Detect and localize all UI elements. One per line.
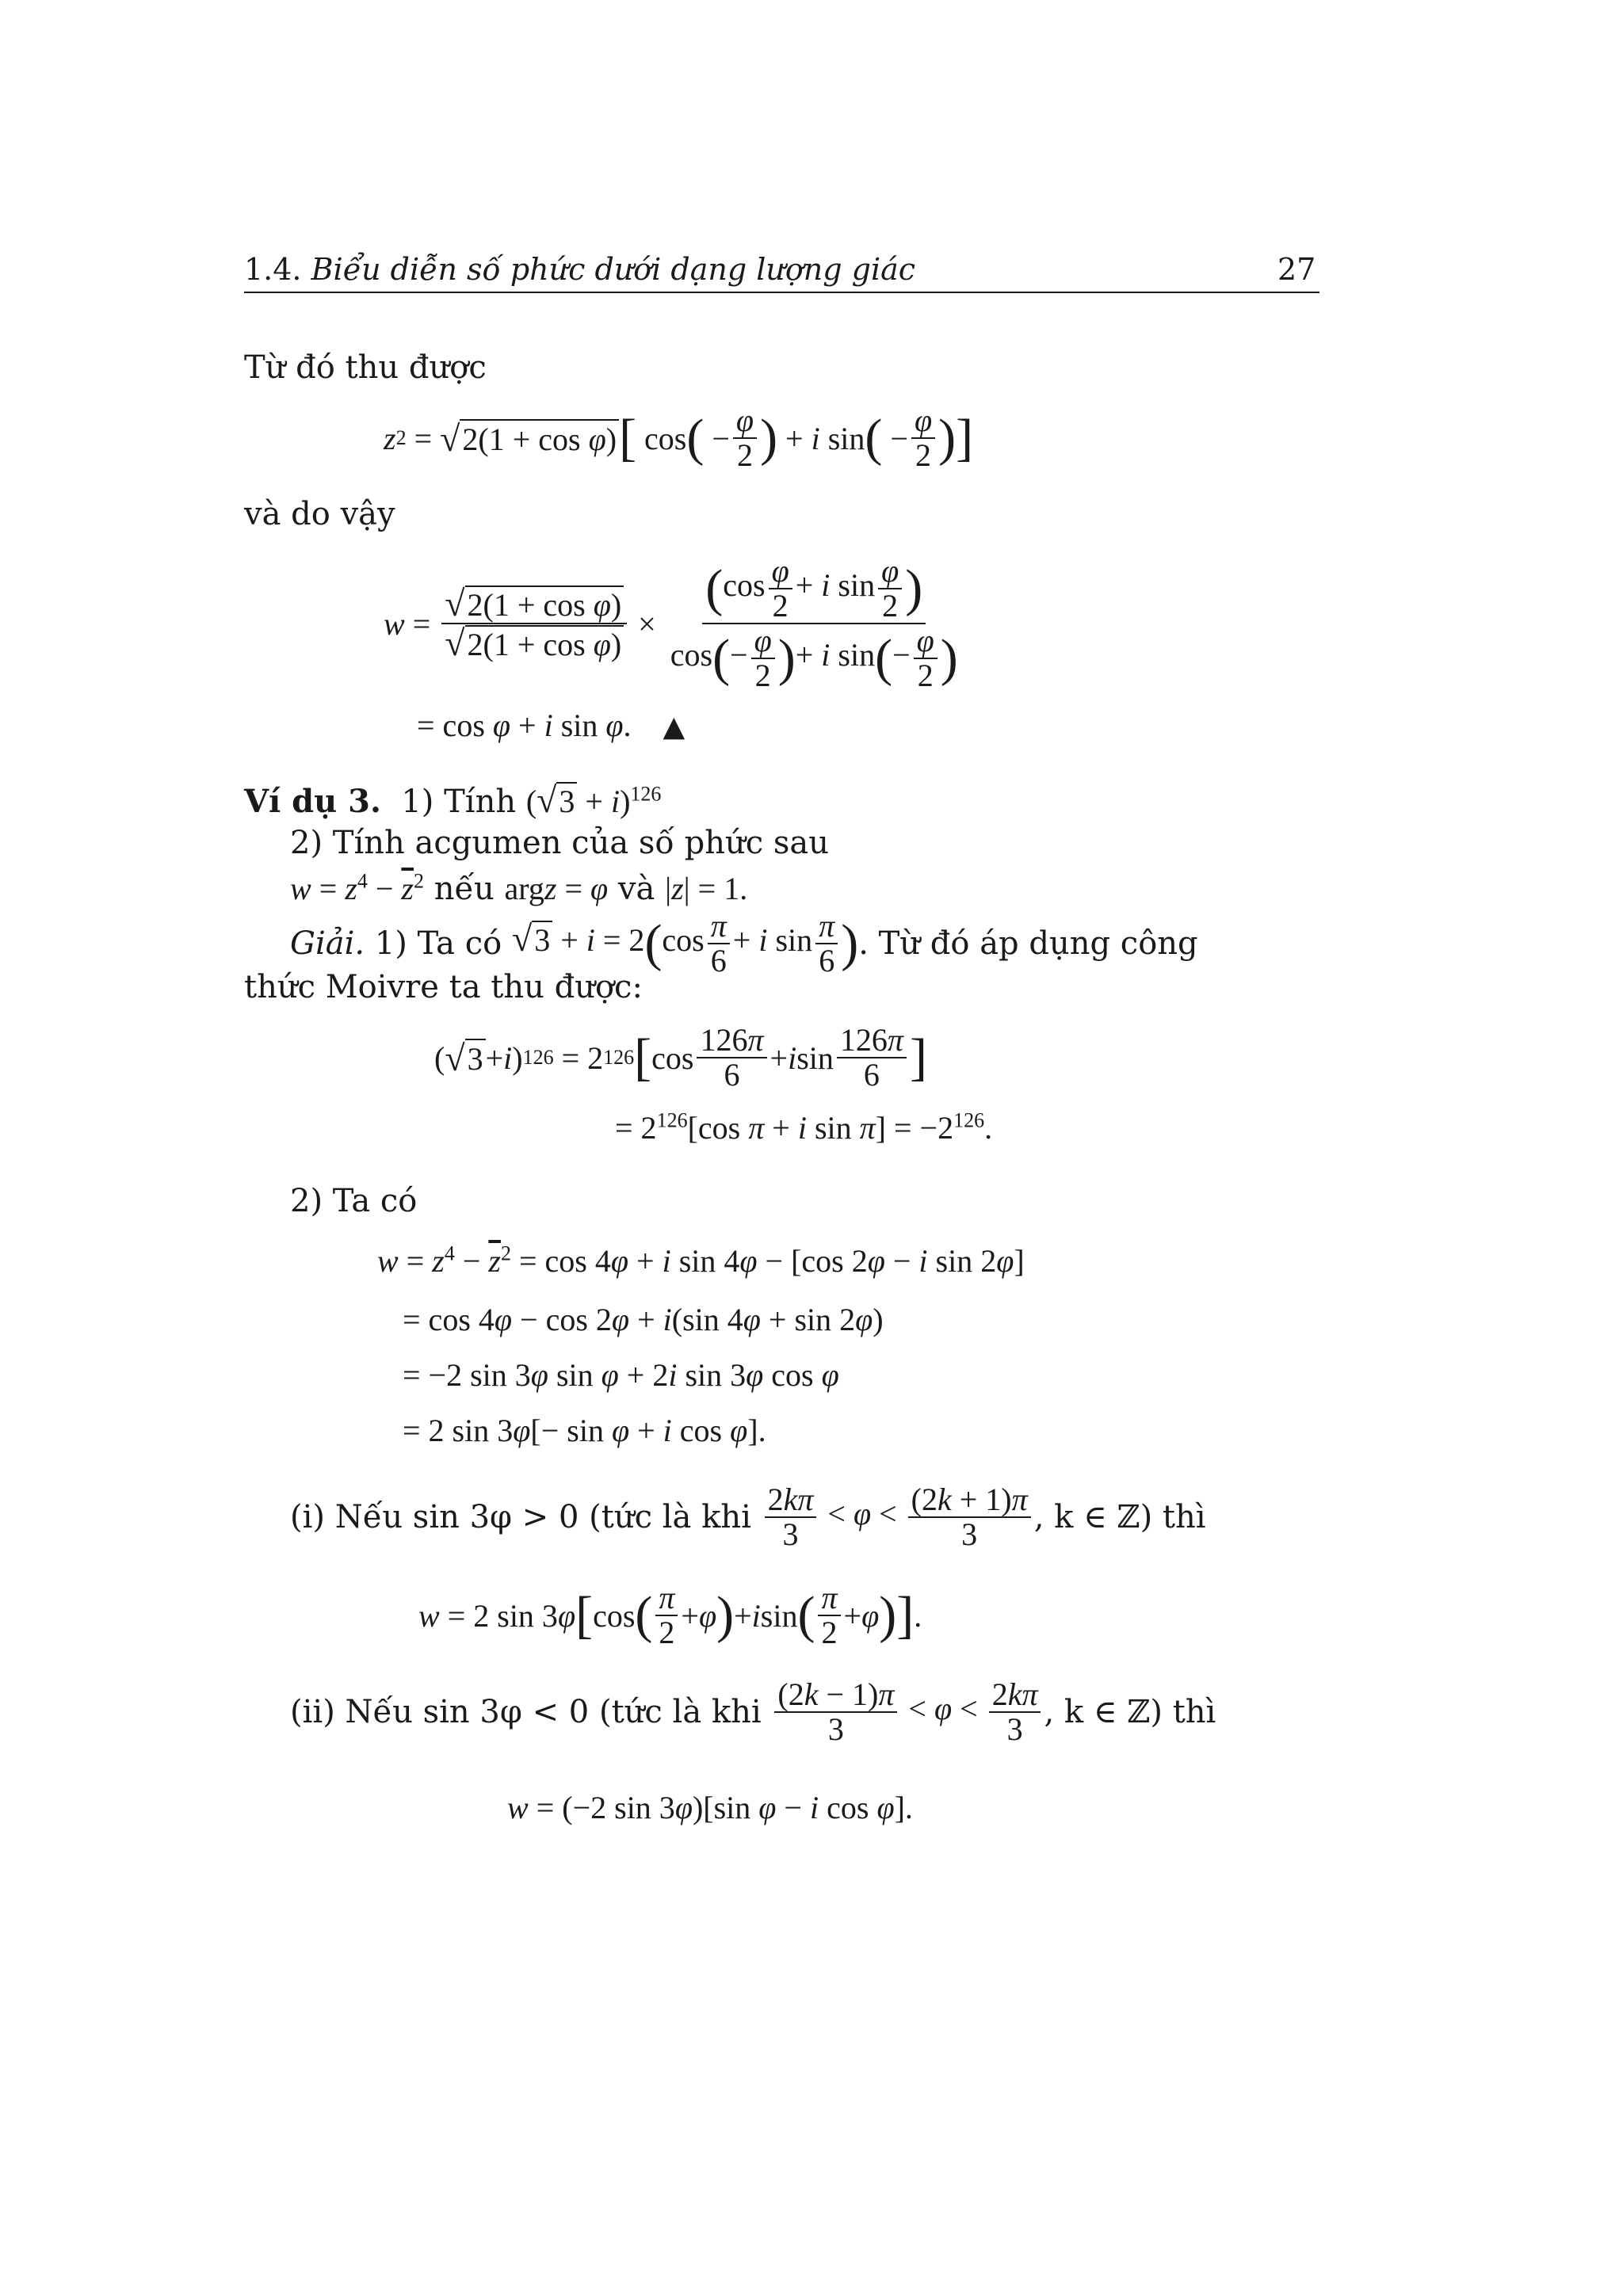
moivre-line: thức Moivre ta thu được: (244, 969, 643, 1005)
formula-w-line-3: = −2 sin 3φ sin φ + 2i sin 3φ cos φ (403, 1357, 839, 1393)
paragraph-va-do-vay: và do vậy (244, 496, 395, 532)
page-number: 27 (1277, 252, 1316, 287)
running-header (244, 252, 915, 287)
formula-case-ii: w = (−2 sin 3φ)[sin φ − i cos φ]. (507, 1790, 913, 1825)
case-i-tail: , k ∈ ℤ) thì (1033, 1499, 1206, 1535)
case-i-lead: (i) Nếu sin 3φ > 0 (tức là khi (290, 1499, 751, 1535)
case-i-line: (i) Nếu sin 3φ > 0 (tức là khi $\frac{2k\pi}{3}$ < φ < $\frac{(2k + 1)\pi}{3}$ , k ∈ ℤ) thì (290, 1482, 1206, 1552)
header-rule (244, 292, 1319, 293)
end-proof-icon: ▲ (663, 711, 685, 743)
formula-w-result: = cos φ + i sin φ. ▲ (417, 707, 685, 743)
condition-neu: nếu (433, 871, 495, 907)
example-3-heading: Ví dụ 3. 1) Tính $(√3 + i)^{126}$ (244, 780, 662, 820)
formula-z2: z 2 = √ 2(1 + cos φ) [ cos ( − $\frac{\varphi}{2}$ ) + i sin ( − $\frac{\varphi}{2}$ ) ] (384, 402, 974, 473)
condition-va: và (617, 871, 655, 907)
case-ii-line: (ii) Nếu sin 3φ < 0 (tức là khi $\frac{(2k - 1)\pi}{3}$ < φ < $\frac{2k\pi}{3}$ , k ∈ ℤ) thì (290, 1676, 1216, 1747)
formula-w-line-2: = cos 4φ − cos 2φ + i(sin 4φ + sin 2φ) (403, 1302, 884, 1337)
example-condition: $w = z^4 - \overline{z}^2$ nếu argz = φ và |z| = 1. (290, 869, 748, 907)
solution-label: Giải. (290, 925, 365, 962)
example-part1: 1) Tính (401, 784, 517, 820)
example-part2: 2) Tính acgumen của số phức sau (290, 825, 829, 861)
section-title: Biểu diễn số phức dưới dạng lượng giác (311, 252, 916, 287)
formula-w-line-4: = 2 sin 3φ[− sin φ + i cos φ]. (403, 1413, 766, 1448)
section-number: 1.4. (244, 252, 302, 287)
case-ii-lead: (ii) Nếu sin 3φ < 0 (tức là khi (290, 1694, 762, 1730)
solution-line-1: Giải. 1) Ta có √3 + i = 2(cos $\frac{\pi}{6}$ + i sin $\frac{\pi}{6}$ ) . Từ đó áp dụng công (290, 908, 1198, 978)
solution-tail: . Từ đó áp dụng công (858, 925, 1198, 962)
example-label: Ví dụ 3. (244, 783, 381, 820)
solution-part1: 1) Ta có (374, 925, 502, 962)
formula-case-i: w = 2 sin 3 φ [ cos ( $\frac{\pi}{2}$ + φ ) + i sin ( $\frac{\pi}{2}$ + φ ) ] . (418, 1580, 922, 1650)
formula-moivre-result: = $2^{126}[\cos$ π + i $\sin \pi] = -2^{126}$. (615, 1108, 993, 1146)
formula-w-line-1: $w = z^4 - \overline{z}^2 = \cos 4\varphi + i$ sin 4φ − [cos 2φ − i sin 2φ] (377, 1241, 1025, 1279)
case-ii-tail: , k ∈ ℤ) thì (1044, 1694, 1216, 1730)
paragraph-tu-do: Từ đó thu được (244, 349, 487, 386)
formula-w-fraction: w = $\frac{\text{√2(1 + cos φ)}}{\text{√2(1 + cos φ)}}$ × (cos $\frac{\varphi}{2}$ + i sin $\frac{\varphi}{2}$ ) cos(− $\frac{\varphi}{2}$ )+ i sin(− $\frac{\varphi}{2}$ ) (384, 553, 958, 693)
ta-co-line: 2) Ta có (290, 1183, 418, 1219)
formula-moivre: ( √ 3 + i ) 126 = 2 126 [ cos $\frac{126\pi}{6}$ + i sin $\frac{126\pi}{6}$ ] (434, 1022, 927, 1093)
